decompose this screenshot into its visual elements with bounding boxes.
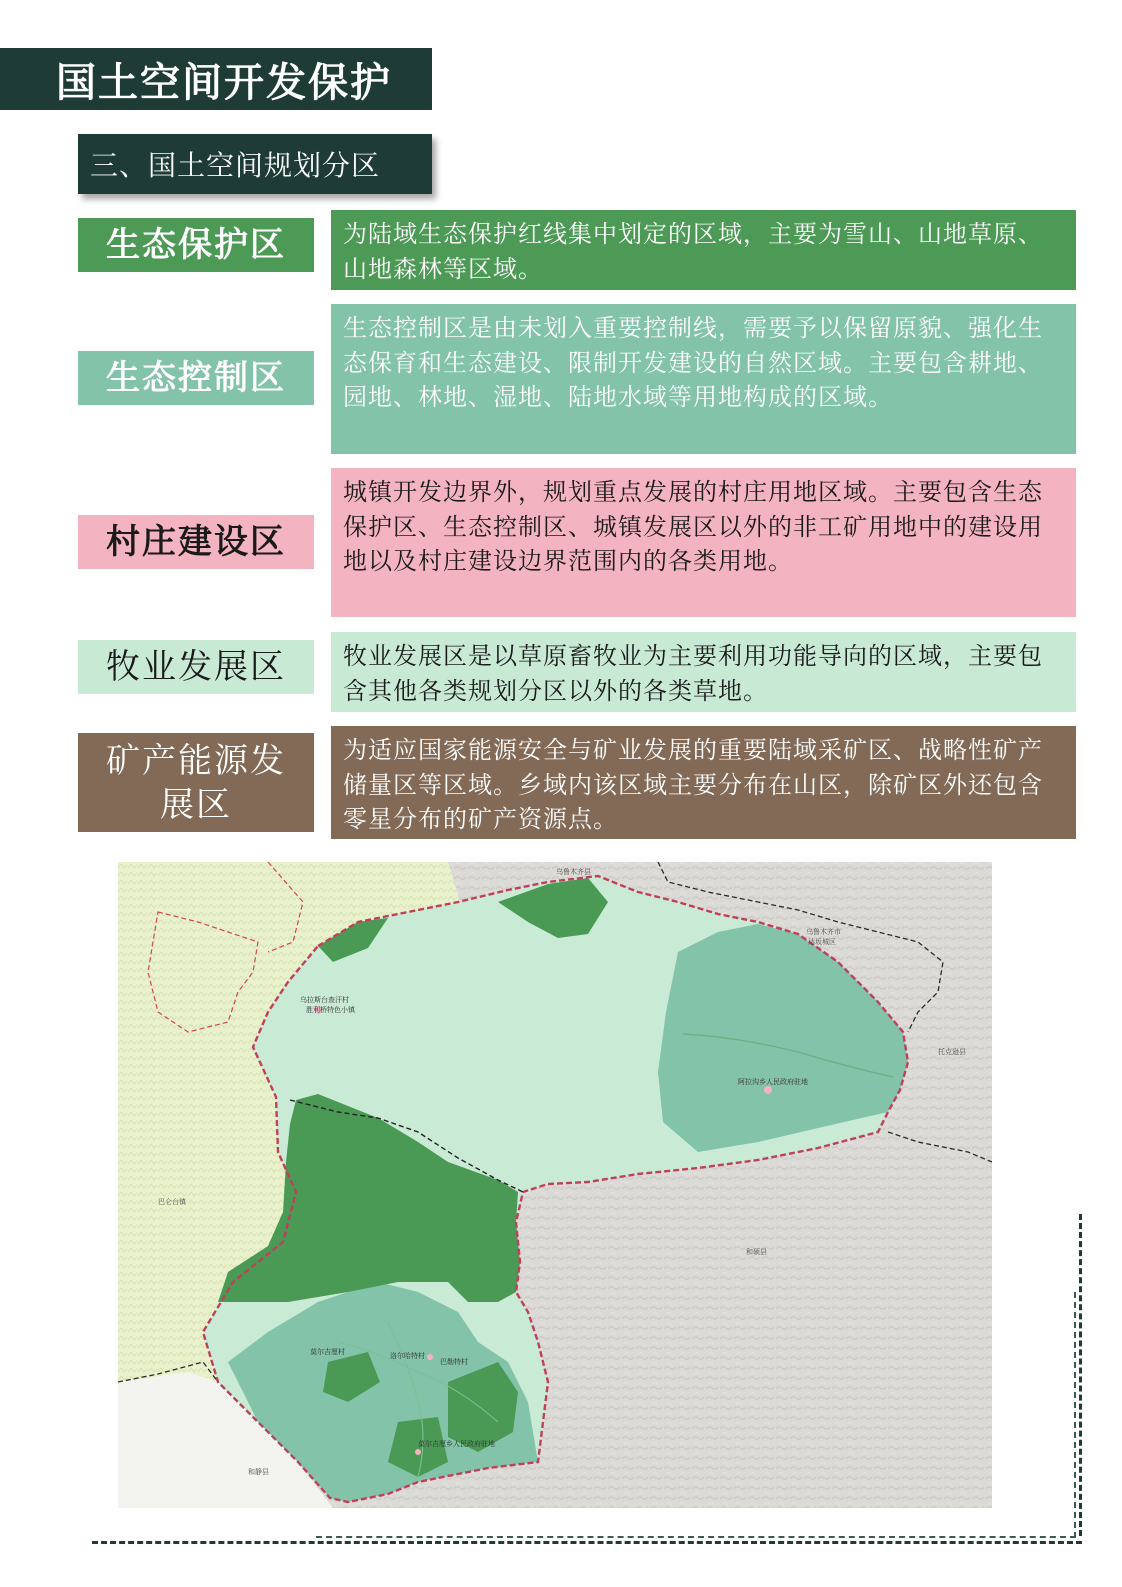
map-label-township-seat: 莫尔吉厘乡人民政府驻地: [418, 1440, 495, 1448]
map-label-alagou: 阿拉沟乡人民政府驻地: [738, 1078, 808, 1086]
map-label-village-2: 洛尔哈特村: [390, 1352, 425, 1360]
zone-desc-text: 为适应国家能源安全与矿业发展的重要陆域采矿区、战略性矿产储量区等区域。乡域内该区域主要分布在山区，除矿区外还包含零星分布的矿产资源点。: [343, 736, 1043, 833]
zoning-map: [118, 862, 992, 1508]
map-label-batailan: 巴仑台镇: [158, 1198, 186, 1206]
zone-desc-text: 生态控制区是由未划入重要控制线，需要予以保留原貌、强化生态保育和生态建设、限制开发建设的自然区域。主要包含耕地、园地、林地、湿地、陆地水域等用地构成的区域。: [343, 314, 1043, 411]
map-label-wulasitai-sub: 胜利桥特色小镇: [306, 1006, 355, 1014]
map-label-village-1: 莫尔吉厘村: [310, 1348, 345, 1356]
map-label-hejing: 和静县: [248, 1468, 269, 1476]
zone-desc-text: 为陆域生态保护红线集中划定的区域，主要为雪山、山地草原、山地森林等区域。: [343, 220, 1043, 283]
frame-dash-right: [1079, 1214, 1082, 1536]
page-header: [0, 48, 432, 110]
map-label-village-3: 巴勒特村: [440, 1358, 468, 1366]
map-label-wulasitai: 乌拉斯台查汗村: [300, 996, 349, 1004]
zone-desc-text: 牧业发展区是以草原畜牧业为主要利用功能导向的区域，主要包含其他各类规划分区以外的各类草地。: [343, 642, 1043, 705]
section-title: 三、国土空间规划分区: [90, 149, 381, 182]
zone-label-pasture-development: [78, 640, 314, 694]
zone-label-village-construction: [78, 515, 314, 569]
zone-desc-ecological-control: [331, 304, 1076, 454]
zone-label-text: 生态控制区: [106, 358, 286, 398]
map-label-east-county: 托克逊县: [938, 1048, 966, 1056]
map-label-wumasi: 乌鲁木齐县: [556, 868, 591, 876]
zone-label-text: 村庄建设区: [106, 522, 286, 562]
frame-dash-bottom-inner: [316, 1536, 1076, 1538]
section-header: [78, 134, 432, 194]
frame-dash-bottom: [92, 1541, 1082, 1544]
frame-dash-right-inner: [1074, 1292, 1076, 1538]
zone-desc-mineral-energy: [331, 726, 1076, 839]
map-village-dot-south: [415, 1449, 421, 1455]
zone-desc-ecological-protection: [331, 210, 1076, 290]
map-label-north-east-sub: 达坂城区: [808, 938, 836, 946]
zone-label-text: 矿产能源发展区: [106, 740, 286, 825]
zone-desc-village-construction: [331, 468, 1076, 617]
zone-desc-text: 城镇开发边界外，规划重点发展的村庄用地区域。主要包含生态保护区、生态控制区、城镇发展区以外的非工矿用地中的建设用地以及村庄建设边界范围内的各类用地。: [343, 478, 1043, 575]
map-village-dot-center: [427, 1354, 433, 1360]
zone-label-mineral-energy: [78, 733, 314, 832]
zoning-map-svg: [118, 862, 992, 1508]
zone-label-text: 牧业发展区: [106, 647, 286, 687]
map-label-hejing-east: 和硕县: [746, 1248, 767, 1256]
map-village-dot-alagou: [764, 1086, 772, 1094]
zone-label-text: 生态保护区: [106, 225, 286, 265]
map-label-north-east: 乌鲁木齐市: [806, 928, 841, 936]
zone-label-ecological-control: [78, 351, 314, 405]
page-title: 国土空间开发保护: [56, 59, 392, 106]
zone-label-ecological-protection: [78, 218, 314, 272]
zone-desc-pasture-development: [331, 632, 1076, 712]
